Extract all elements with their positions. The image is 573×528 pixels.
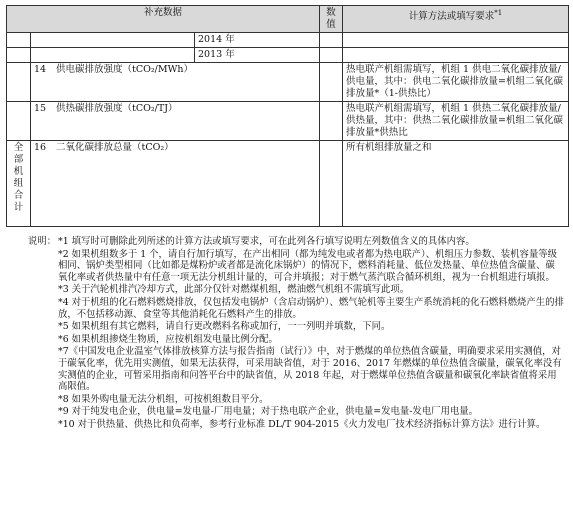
row-16-item-cell [31, 141, 320, 227]
value-cell [320, 141, 343, 227]
empty-cell [343, 33, 569, 48]
empty-cell [7, 102, 31, 141]
row-item: 供电碳排放强度（tCO₂/MWh） [56, 64, 193, 75]
header-method-label: 计算方法或填写要求 [408, 11, 495, 23]
empty-cell [31, 33, 195, 48]
note-item: *6 如果机组掺烧生物质，应按机组发电量比例分配。 [58, 333, 278, 345]
side-char: 计 [13, 202, 24, 213]
table-row-14 [7, 63, 569, 102]
note-item: *8 如果外购电量无法分机组，可按机组数目平分。 [58, 393, 269, 405]
note-item: *7《中国发电企业温室气体排放核算方法与报告指南（试行）》中，对于燃煤的单位热值含碳量，明确要求采用实测值，对于碳氧化率，优先用实测值，如果无法获得，可采用缺省值，对于 2016、2017 年燃煤的单位热值含碳量，碳氧化率没有实测值的企业，可暂采用指南和问答平台中的缺省值，从 2018 年起，对于燃煤单位热值含碳量和碳氧化率缺省值将采用高限值。 [58, 346, 562, 393]
row-item: 供热碳排放强度（tCO₂/TJ） [56, 103, 178, 114]
note-item: *5 如果机组有其它燃料，请自行更改燃料名称或加行，一一列明并填数，下同。 [58, 321, 391, 333]
row-number: 14 [34, 64, 47, 75]
value-cell [320, 48, 343, 63]
value-cell [320, 63, 343, 102]
year-2013: 2013 年 [195, 48, 320, 63]
note-item: *2 如果机组数多于 1 个，请自行加行填写，在产出相同（都为纯发电或者都为热电联产）、机组压力参数、装机容量等级相同、锅炉类型相同（比如都是煤粉炉或者都是流化床锅炉）的情况下，燃料消耗量、低位发热量、单位热值含碳量、碳氧化率或者供热量中有任意一项无法分机组计量的，可合并填报；对于燃气蒸汽联合循环机组，视为一台机组进行填报。 [58, 248, 557, 283]
header-value: 数值 [320, 6, 343, 33]
header-method-note-ref: *1 [494, 9, 503, 17]
empty-cell [7, 63, 31, 102]
table-row-year-2014 [7, 33, 569, 48]
notes-label: 说明： [28, 236, 57, 247]
row-requirement: 热电联产机组需填写，机组 1 供热二氧化碳排放量/供热量，其中：供热二氧化碳排放量=机组二氧化碳排放量*供热比 [343, 102, 569, 141]
note-item: *10 对于供热量、供热比和负荷率，参考行业标准 DL/T 904-2015《火力发电厂技术经济指标计算方法》进行计算。 [58, 418, 546, 430]
supplementary-data-table [6, 5, 569, 227]
side-char: 合 [13, 190, 24, 201]
note-item: *3 关于汽轮机排汽冷却方式，此部分仅针对燃煤机组，燃油燃气机组不需填写此项。 [58, 284, 410, 296]
row-14-item-cell [31, 63, 320, 102]
row-item: 二氧化碳排放总量（tCO₂） [56, 142, 174, 153]
row-number: 15 [34, 103, 47, 114]
note-item: *4 对于机组的化石燃料燃烧排放，仅包括发电锅炉（含启动锅炉）、燃气轮机等主要生产系统消耗的化石燃料燃烧产生的排放，不包括移动源、食堂等其他消耗化石燃料产生的排放。 [58, 296, 564, 320]
empty-cell [7, 33, 31, 48]
side-char: 部 [13, 154, 24, 165]
empty-cell [343, 48, 569, 63]
side-char: 机 [13, 166, 24, 177]
side-char: 组 [13, 178, 24, 189]
empty-cell [7, 48, 31, 63]
note-item [28, 236, 564, 248]
side-char: 全 [13, 142, 24, 153]
total-group-side-label [7, 141, 31, 227]
note-text: *1 填写时可删除此列所述的计算方法或填写要求，可在此列各行填写说明左列数值含义的具体内容。 [58, 236, 475, 247]
table-row-16 [7, 141, 569, 227]
year-2014: 2014 年 [195, 33, 320, 48]
empty-cell [31, 48, 195, 63]
table-row-15 [7, 102, 569, 141]
table-row-year-2013 [7, 48, 569, 63]
row-requirement: 所有机组排放量之和 [343, 141, 569, 227]
note-item: *9 对于纯发电企业，供电量=发电量-厂用电量；对于热电联产企业，供电量=发电量-发电厂用电量。 [58, 406, 479, 418]
row-number: 16 [34, 142, 47, 153]
header-method [343, 6, 569, 33]
header-supplementary-data: 补充数据 [7, 6, 320, 33]
value-cell [320, 102, 343, 141]
row-requirement: 热电联产机组需填写，机组 1 供电二氧化碳排放量/供电量，其中：供电二氧化碳排放量=机组二氧化碳排放量*（1-供热比） [343, 63, 569, 102]
value-cell [320, 33, 343, 48]
row-15-item-cell [31, 102, 320, 141]
table-header-row [7, 6, 569, 33]
notes-section [28, 236, 564, 432]
